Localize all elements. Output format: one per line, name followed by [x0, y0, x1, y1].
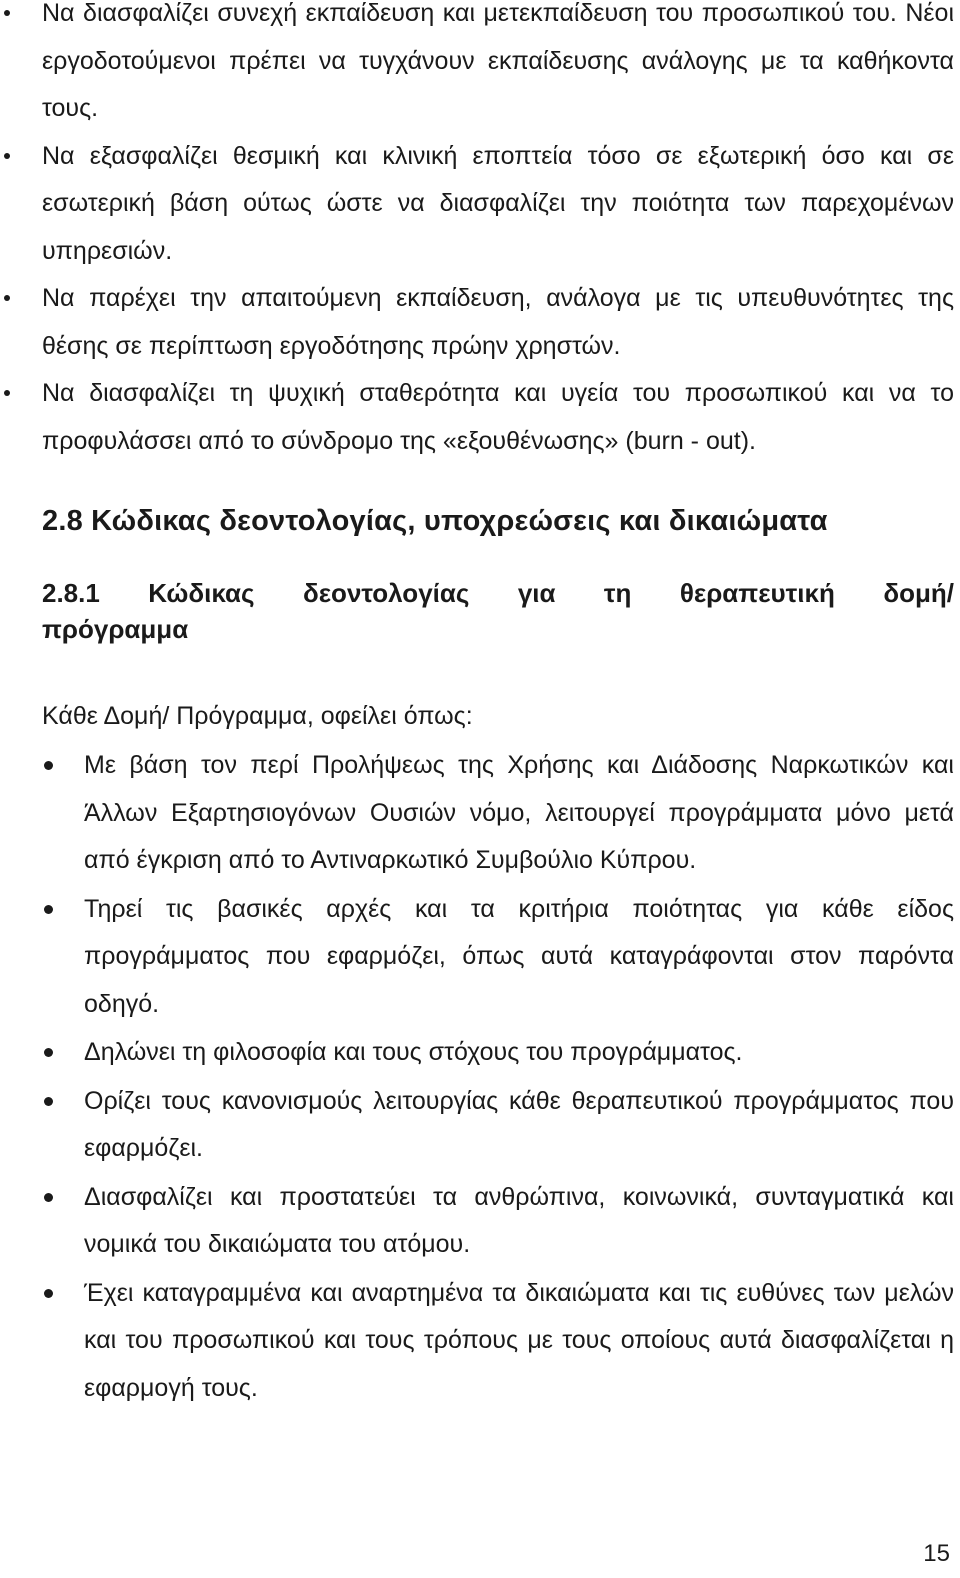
- list-item: Ορίζει τους κανονισμούς λειτουργίας κάθε θεραπευτικού προγράμματος που εφαρμόζει.: [84, 1078, 954, 1173]
- list-item: Δηλώνει τη φιλοσοφία και τους στόχους του προγράμματος.: [84, 1029, 954, 1077]
- subsection-heading: [42, 575, 954, 647]
- list-item: Να παρέχει την απαιτούμενη εκπαίδευση, ανάλογα με τις υπευθυνότητες της θέσης σε περίπτωση εργοδότησης πρώην χρηστών.: [42, 275, 954, 370]
- subsection-word: τη: [603, 578, 632, 608]
- subsection-word: για: [517, 578, 556, 608]
- subsection-word: θεραπευτική: [679, 578, 835, 608]
- program-obligations-list: [84, 742, 954, 1413]
- staff-obligations-list: [42, 0, 954, 465]
- subsection-word: δομή/: [883, 578, 954, 608]
- list-item: Να εξασφαλίζει θεσμική και κλινική εποπτεία τόσο σε εξωτερική όσο και σε εσωτερική βάση ούτως ώστε να διασφαλίζει την ποιότητα των παρεχομένων υπηρεσιών.: [42, 133, 954, 276]
- subsection-heading-line1: [42, 575, 954, 611]
- page-number: 15: [923, 1540, 950, 1567]
- subsection-word: δεοντολογίας: [302, 578, 470, 608]
- list-item: Έχει καταγραμμένα και αναρτημένα τα δικαιώματα και τις ευθύνες των μελών και του προσωπικού και τους τρόπους με τους οποίους αυτά διασφαλίζεται η εφαρμογή τους.: [84, 1270, 954, 1413]
- subsection-word: Κώδικας: [148, 578, 255, 608]
- section-heading: 2.8 Κώδικας δεοντολογίας, υποχρεώσεις και δικαιώματα: [42, 505, 828, 537]
- list-item: Τηρεί τις βασικές αρχές και τα κριτήρια ποιότητας για κάθε είδος προγράμματος που εφαρμόζει, όπως αυτά καταγράφονται στον παρόντα οδηγό.: [84, 886, 954, 1029]
- list-item: Να διασφαλίζει συνεχή εκπαίδευση και μετεκπαίδευση του προσωπικού του. Νέοι εργοδοτούμενοι πρέπει να τυγχάνουν εκπαίδευσης ανάλογης με τα καθήκοντα τους.: [42, 0, 954, 133]
- intro-paragraph: Κάθε Δομή/ Πρόγραμμα, οφείλει όπως:: [42, 702, 473, 730]
- list-item: Διασφαλίζει και προστατεύει τα ανθρώπινα, κοινωνικά, συνταγματικά και νομικά του δικαιώματα του ατόμου.: [84, 1174, 954, 1269]
- list-item: Με βάση τον περί Προλήψεως της Χρήσης και Διάδοσης Ναρκωτικών και Άλλων Εξαρτησιογόνων Ουσιών νόμο, λειτουργεί προγράμματα μόνο μετά από έγκριση από το Αντιναρκωτικό Συμβούλιο Κύπρου.: [84, 742, 954, 885]
- subsection-number: 2.8.1: [42, 578, 100, 608]
- list-item: Να διασφαλίζει τη ψυχική σταθερότητα και υγεία του προσωπικού και να το προφυλάσσει από το σύνδρομο της «εξουθένωσης» (burn - out).: [42, 370, 954, 465]
- subsection-heading-line2: πρόγραμμα: [42, 614, 189, 644]
